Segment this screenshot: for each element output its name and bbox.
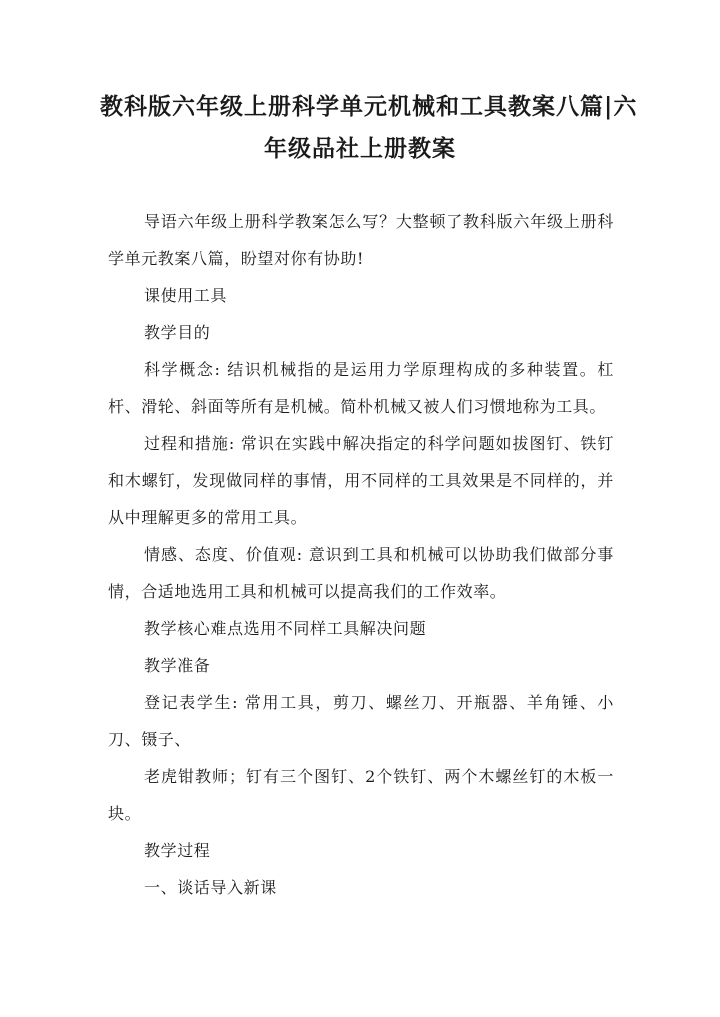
section-one-heading: 一、谈话导入新课 [144,878,277,897]
teacher-materials-paragraph: 老虎钳教师；钉有三个图钉、2个铁钉、两个木螺丝钉的木板一块。 [108,767,614,823]
teaching-objectives-heading: 教学目的 [144,323,211,342]
document-title-line-1: 教科版六年级上册科学单元机械和工具教案八篇|六 [100,93,638,120]
intro-paragraph: 导语六年级上册科学教案怎么写？大整顿了教科版六年级上册科学单元教案八篇，盼望对你有协助! [108,212,614,268]
document-title-line-2: 年级品社上册教案 [264,135,456,162]
science-concept-paragraph: 科学概念: 结识机械指的是运用力学原理构成的多种装置。杠杆、滑轮、斜面等所有是机械。简朴机械又被人们习惯地称为工具。 [108,360,614,416]
lesson-heading: 课使用工具 [144,286,228,305]
attitude-values-paragraph: 情感、态度、价值观: 意识到工具和机械可以协助我们做部分事情，合适地选用工具和机械可以提高我们的工作效率。 [108,545,614,601]
teaching-process-heading: 教学过程 [144,841,211,860]
student-materials-paragraph: 登记表学生: 常用工具，剪刀、螺丝刀、开瓶器、羊角锤、小刀、镊子、 [108,693,614,749]
process-method-paragraph: 过程和措施: 常识在实践中解决指定的科学问题如拔图钉、铁钉和木螺钉，发现做同样的事情，用不同样的工具效果是不同样的，并从中理解更多的常用工具。 [108,434,614,527]
teaching-preparation-heading: 教学准备 [144,656,211,675]
key-difficulty-paragraph: 教学核心难点选用不同样工具解决问题 [144,619,427,638]
